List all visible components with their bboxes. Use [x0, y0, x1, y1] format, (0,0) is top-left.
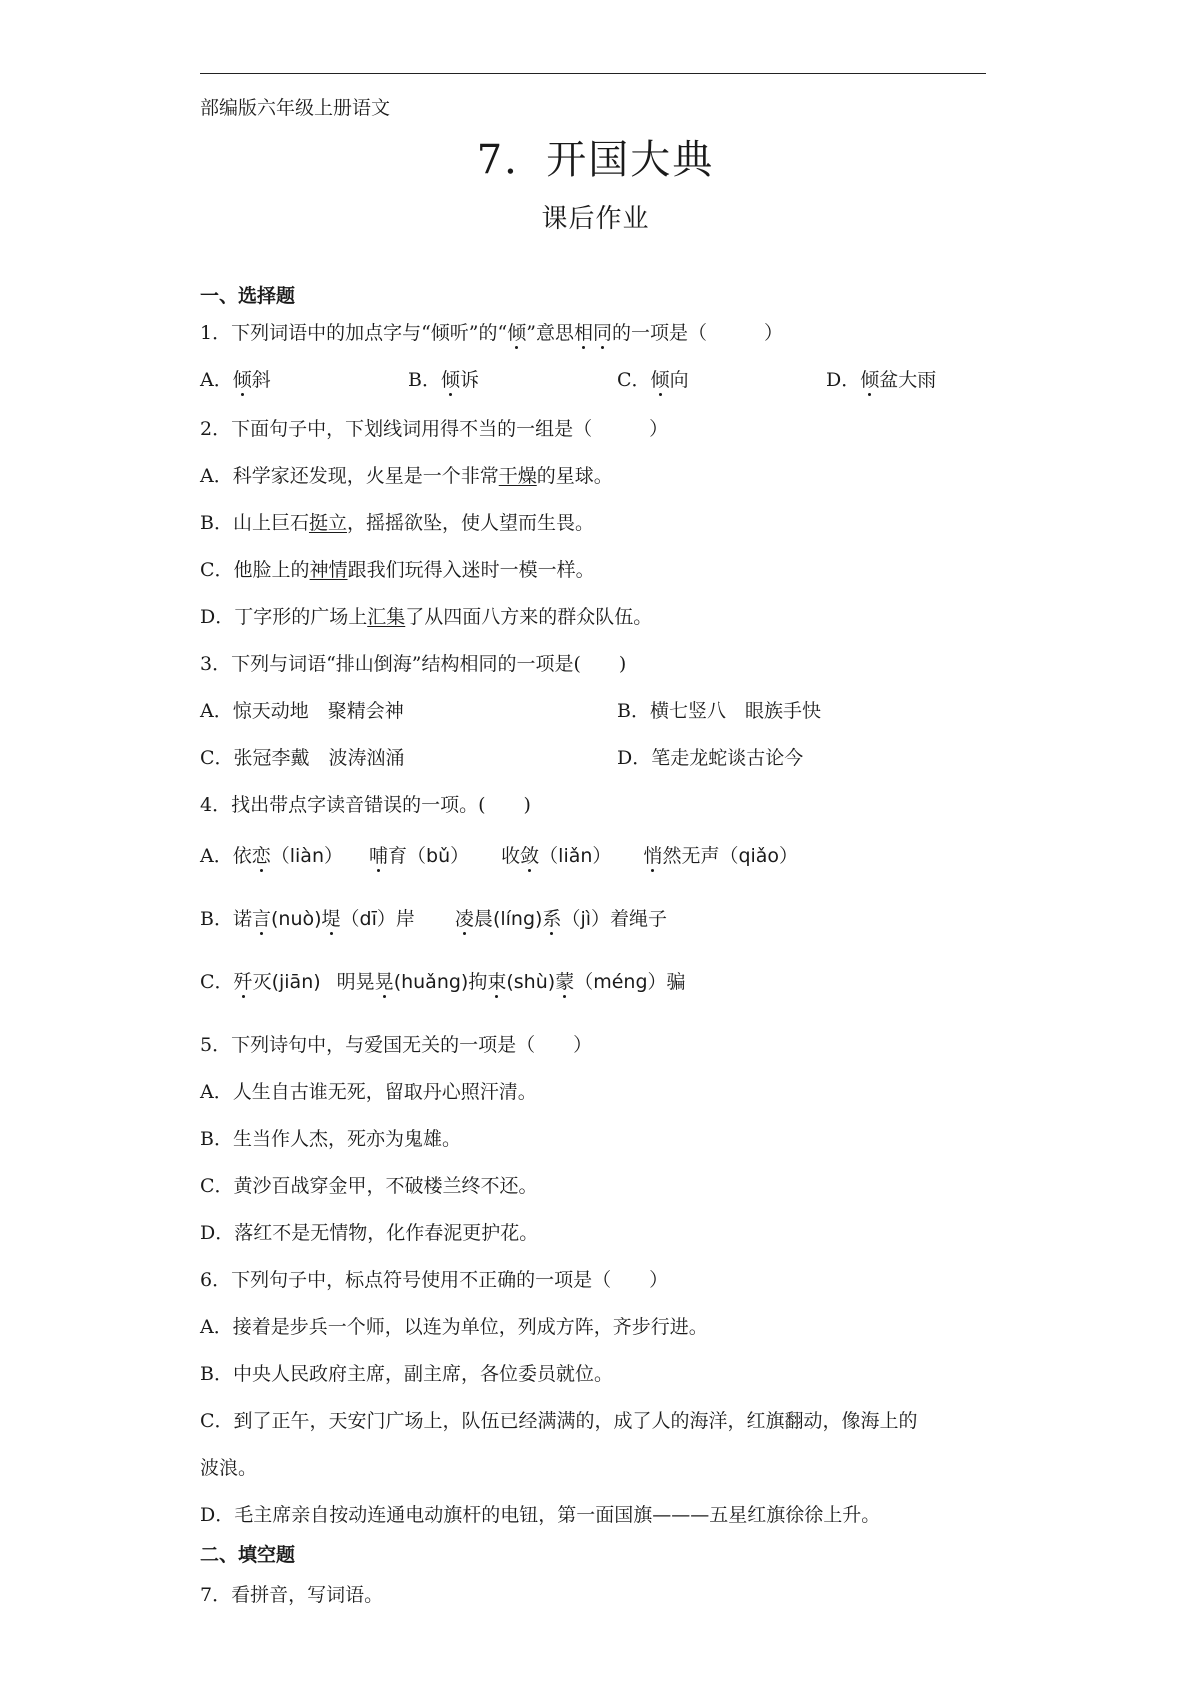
question-5-option-b: B．生当作人杰，死亦为鬼雄。 [200, 1128, 461, 1150]
question-4-option-c: C．歼灭(jiān) 明晃晃(huǎng)拘束(shù)蒙（méng）骗 [200, 967, 686, 994]
book-label: 部编版六年级上册语文 [200, 97, 391, 119]
question-5-option-a: A．人生自古谁无死，留取丹心照汗清。 [200, 1081, 537, 1103]
question-7-stem: 7．看拼音，写词语。 [200, 1584, 384, 1606]
page-title: 7．开国大典 [476, 137, 715, 183]
section-fill-heading: 二、填空题 [200, 1544, 296, 1566]
question-2-option-c: C．他脸上的神情跟我们玩得入迷时一模一样。 [200, 559, 595, 581]
question-1-option-d: D．倾盆大雨 [826, 365, 936, 392]
underlined-word: 汇集 [367, 606, 406, 628]
page-subtitle: 课后作业 [541, 204, 650, 234]
question-4-option-b: B．诺言(nuò)堤（dī）岸 凌晨(líng)系（jì）着绳子 [200, 904, 667, 931]
dotted-char: 倾 [507, 318, 526, 345]
question-1-option-a: A．倾斜 [200, 365, 271, 392]
question-3-option-b: B．横七竖八 眼族手快 [617, 700, 821, 722]
question-6-option-d: D．毛主席亲自按动连通电动旗杆的电钮，第一面国旗———五星红旗徐徐上升。 [200, 1504, 881, 1526]
question-5-option-d: D．落红不是无情物，化作春泥更护花。 [200, 1222, 539, 1244]
question-6-option-b: B．中央人民政府主席，副主席，各位委员就位。 [200, 1363, 613, 1385]
question-6-stem: 6．下列句子中，标点符号使用不正确的一项是（ ） [200, 1269, 669, 1291]
question-1-option-c: C．倾向 [617, 365, 689, 392]
dotted-char: 相 [574, 318, 593, 345]
question-3-option-a: A．惊天动地 聚精会神 [200, 700, 404, 722]
question-5-stem: 5．下列诗句中，与爱国无关的一项是（ ） [200, 1034, 593, 1056]
question-2-option-b: B．山上巨石挺立，摇摇欲坠，使人望而生畏。 [200, 512, 594, 534]
question-3-stem: 3．下列与词语“排山倒海”结构相同的一项是( ) [200, 653, 627, 675]
question-1-option-b: B．倾诉 [408, 365, 479, 392]
question-6-option-a: A．接着是步兵一个师，以连为单位，列成方阵，齐步行进。 [200, 1316, 708, 1338]
underlined-word: 干燥 [498, 465, 537, 487]
question-3-option-c: C．张冠李戴 波涛汹涌 [200, 747, 405, 769]
question-5-option-c: C．黄沙百战穿金甲，不破楼兰终不还。 [200, 1175, 538, 1197]
underlined-word: 神情 [309, 559, 348, 581]
question-1-stem: 1．下列词语中的加点字与“倾听”的“倾”意思相同的一项是（ ） [200, 318, 783, 345]
header-rule [200, 73, 986, 74]
question-3-option-d: D．笔走龙蛇谈古论今 [617, 747, 804, 769]
question-2-option-a: A．科学家还发现，火星是一个非常干燥的星球。 [200, 465, 613, 487]
question-6-option-c: C．到了正午，天安门广场上，队伍已经满满的，成了人的海洋，红旗翻动，像海上的 [200, 1410, 918, 1432]
question-4-stem: 4．找出带点字读音错误的一项。( ) [200, 794, 531, 816]
dotted-char: 同 [593, 318, 612, 345]
section-choice-heading: 一、选择题 [200, 285, 296, 307]
question-6-option-c-cont: 波浪。 [200, 1457, 258, 1479]
question-4-option-a: A．依恋（liàn） 哺育（bǔ） 收敛（liǎn） 悄然无声（qiǎo） [200, 841, 798, 868]
question-2-option-d: D．丁字形的广场上汇集了从四面八方来的群众队伍。 [200, 606, 653, 628]
underlined-word: 挺立 [308, 512, 347, 534]
question-2-stem: 2．下面句子中，下划线词用得不当的一组是（ ） [200, 418, 669, 440]
